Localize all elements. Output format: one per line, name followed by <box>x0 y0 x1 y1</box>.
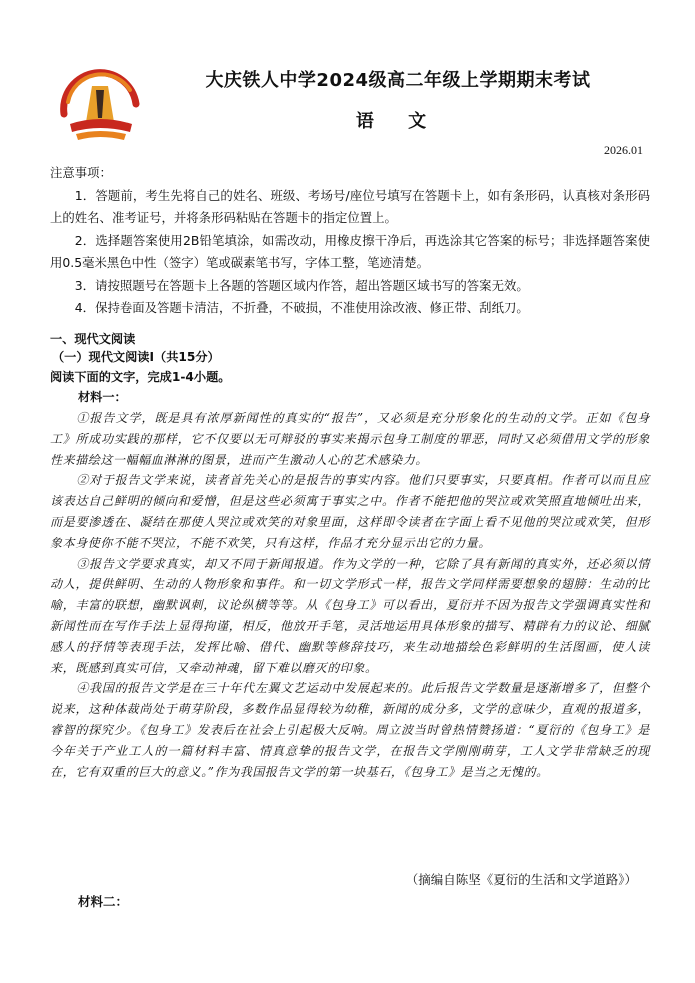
passage-source: （摘编自陈坚《夏衍的生活和文学道路》） <box>405 872 637 887</box>
passage-paragraph: ③报告文学要求真实，却又不同于新闻报道。作为文学的一种，它除了具有新闻的真实外，还必须以情动人，提供鲜明、生动的人物形象和事件。和一切文学形式一样，报告文学同样需要想象的翅膀：生动的比喻，丰富的联想，幽默讽刺，议论纵横等等。从《包身工》可以看出，夏衍并不因为报告文学强调真实性和新闻性而在写作手法上显得拘谨，相反，他放开手笔，灵活地运用具体形象的描写、精辟有力的议论、细腻感人的抒情等表现手法，发挥比喻、借代、幽默等修辞技巧，来生动地描绘色彩鲜明的生活图画，使人读来，既感到真实可信，又牵动神魂，留下难以磨灭的印象。 <box>50 556 650 675</box>
reading-passage <box>50 408 650 782</box>
passage-paragraph: ④我国的报告文学是在三十年代左翼文艺运动中发展起来的。此后报告文学数量是逐渐增多了，但整个说来，这种体裁尚处于萌芽阶段，多数作品显得较为幼稚，新闻的成分多，文学的意味少，直观的报道多，睿智的探究少。《包身工》发表后在社会上引起极大反响。周立波当时曾热情赞扬道：“夏衍的《包身工》是今年关于产业工人的一篇材料丰富、情真意挚的报告文学，在报告文学刚刚萌芽，工人文学非常缺乏的现在，它有双重的巨大的意义。”作为我国报告文学的第一块基石，《包身工》是当之无愧的。 <box>50 681 650 779</box>
notice-item: 2．选择题答案使用2B铅笔填涂，如需改动，用橡皮擦干净后，再选涂其它答案的标号；非选择题答案使用0.5毫米黑色中性（签字）笔或碳素笔书写，字体工整，笔迹清楚。 <box>50 232 650 270</box>
reading-instruction: 阅读下面的文字，完成1-4小题。 <box>50 370 231 384</box>
exam-date: 2026.01 <box>604 143 643 157</box>
passage-paragraph: ①报告文学，既是具有浓厚新闻性的真实的“报告”，又必须是充分形象化的生动的文学。正如《包身工》所成功实践的那样，它不仅要以无可辩驳的事实来揭示包身工制度的罪恶，同时又必须借用文学的形象性来描绘这一幅幅血淋淋的图景，进而产生激动人心的艺术感染力。 <box>50 411 650 467</box>
notice-item: 1．答题前，考生先将自己的姓名、班级、考场号/座位号填写在答题卡上，如有条形码，认真核对条形码上的姓名、准考证号，并将条形码粘贴在答题卡的指定位置上。 <box>50 187 650 225</box>
notice-item: 3．请按照题号在答题卡上各题的答题区域内作答，超出答题区域书写的答案无效。 <box>74 277 529 293</box>
material-two-label: 材料二： <box>78 894 129 909</box>
exam-notice <box>50 162 650 320</box>
school-logo <box>52 62 148 150</box>
passage-paragraph: ②对于报告文学来说，读者首先关心的是报告的事实内容。他们只要事实，只要真相。作者可以而且应该表达自己鲜明的倾向和爱憎，但是这些必须寓于事实之中。作者不能把他的哭泣或欢笑照直地倾吐出来，而是要渗透在、凝结在那使人哭泣或欢笑的对象里面，这样即令读者在字面上看不见他的哭泣或欢笑，但形象本身使你不能不哭泣，不能不欢笑，只有这样，作品才充分显示出它的力量。 <box>50 473 650 550</box>
notice-heading: 注意事项： <box>50 165 112 180</box>
exam-title: 大庆铁人中学2024级高二年级上学期期末考试 <box>205 70 591 91</box>
subsection-heading: （一）现代文阅读Ⅰ（共15分） <box>52 350 220 364</box>
material-one-label: 材料一： <box>78 390 127 404</box>
subject-title: 语 文 <box>355 111 441 132</box>
section-heading: 一、现代文阅读 <box>50 332 136 346</box>
notice-item: 4．保持卷面及答题卡清洁，不折叠，不破损，不准使用涂改液、修正带、刮纸刀。 <box>74 300 529 315</box>
